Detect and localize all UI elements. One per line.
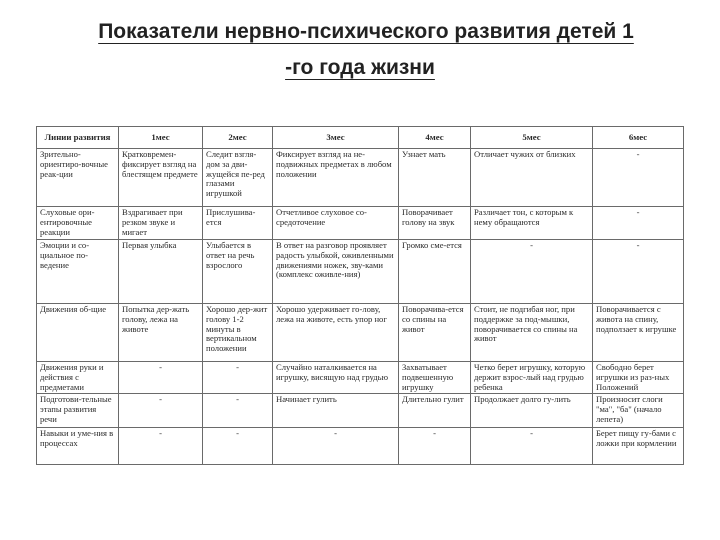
table-cell: - [471, 240, 593, 304]
table-cell: Следит взгля-дом за дви-жущейся пе-ред глазами игрушкой [203, 149, 273, 207]
table-cell: - [471, 428, 593, 465]
table-cell: Берет пищу гу-бами с ложки при кормлении [593, 428, 684, 465]
table-cell: Узнает мать [399, 149, 471, 207]
row-label: Слуховые ори-ентировочные реакции [37, 207, 119, 240]
table-cell: Различает тон, с которым к нему обращаются [471, 207, 593, 240]
table-cell: Улыбается в ответ на речь взрослого [203, 240, 273, 304]
column-header: 6мес [593, 127, 684, 149]
table-cell: - [399, 428, 471, 465]
page-title [0, 14, 720, 86]
table-cell: Поворачивает голову на звук [399, 207, 471, 240]
table-cell: - [273, 428, 399, 465]
row-label: Эмоции и со-циальное по-ведение [37, 240, 119, 304]
table-cell: - [203, 394, 273, 428]
row-label: Подготови-тельные этапы развития речи [37, 394, 119, 428]
table-cell: Поворачива-ется со спины на живот [399, 304, 471, 362]
table-cell: - [203, 362, 273, 394]
table-cell: Захватывает подвешенную игрушку [399, 362, 471, 394]
table-row [37, 394, 684, 428]
table-cell: Попытка дер-жать голову, лежа на животе [119, 304, 203, 362]
table-cell: Свободно берет игрушки из раз-ных Положений [593, 362, 684, 394]
table-cell: Фиксирует взгляд на не-подвижных предметах в любом положении [273, 149, 399, 207]
table-cell: Отличает чужих от близких [471, 149, 593, 207]
table-cell: - [119, 428, 203, 465]
table-cell: Вздрагивает при резком звуке и мигает [119, 207, 203, 240]
column-header: 3мес [273, 127, 399, 149]
table-row [37, 304, 684, 362]
column-header: 5мес [471, 127, 593, 149]
table-cell: Длительно гулит [399, 394, 471, 428]
table-cell: Прислушива-ется [203, 207, 273, 240]
row-label: Движения руки и действия с предметами [37, 362, 119, 394]
title-line-1: Показатели нервно-психического развития детей 1 [98, 20, 634, 43]
table-cell: Продолжает долго гу-лить [471, 394, 593, 428]
row-label: Навыки и уме-ния в процессах [37, 428, 119, 465]
table-cell: Четко берет игрушку, которую держит взрос-лый над грудью ребенка [471, 362, 593, 394]
column-header: 2мес [203, 127, 273, 149]
table-cell: - [593, 149, 684, 207]
table-cell: Начинает гулить [273, 394, 399, 428]
table-cell: - [119, 394, 203, 428]
table-cell: Стоит, не подгибая ног, при поддержке за под-мышки, поворачивается со спины на живот [471, 304, 593, 362]
development-table [36, 126, 684, 465]
table-cell: - [593, 240, 684, 304]
table-row [37, 149, 684, 207]
table-cell: Произносит слоги "ма", "ба" (начало лепета) [593, 394, 684, 428]
column-header: Линии развития [37, 127, 119, 149]
table-cell: Хорошо дер-жит голову 1-2 минуты в вертикальном положении [203, 304, 273, 362]
table-cell: Поворачивается с живота на спину, подползает к игрушке [593, 304, 684, 362]
table-cell: Кратковремен-фиксирует взгляд на блестящем предмете [119, 149, 203, 207]
table-cell: - [203, 428, 273, 465]
table-row [37, 428, 684, 465]
table-header-row [37, 127, 684, 149]
table-cell: В ответ на разговор проявляет радость улыбкой, оживленными движениями ножек, зву-ками (комплекс оживле-ния) [273, 240, 399, 304]
table-cell: Первая улыбка [119, 240, 203, 304]
table-cell: Отчетливое слуховое со-средоточение [273, 207, 399, 240]
table-row [37, 207, 684, 240]
table-cell: Хорошо удерживает го-лову, лежа на животе, есть упор ног [273, 304, 399, 362]
row-label: Зрительно-ориентиро-вочные реак-ции [37, 149, 119, 207]
table-row [37, 240, 684, 304]
row-label: Движения об-щие [37, 304, 119, 362]
table-row [37, 362, 684, 394]
table-cell: Громко сме-ется [399, 240, 471, 304]
table-cell: - [119, 362, 203, 394]
table-cell: - [593, 207, 684, 240]
column-header: 4мес [399, 127, 471, 149]
column-header: 1мес [119, 127, 203, 149]
table-cell: Случайно наталкивается на игрушку, висящую над грудью [273, 362, 399, 394]
title-line-2: -го года жизни [285, 56, 435, 79]
